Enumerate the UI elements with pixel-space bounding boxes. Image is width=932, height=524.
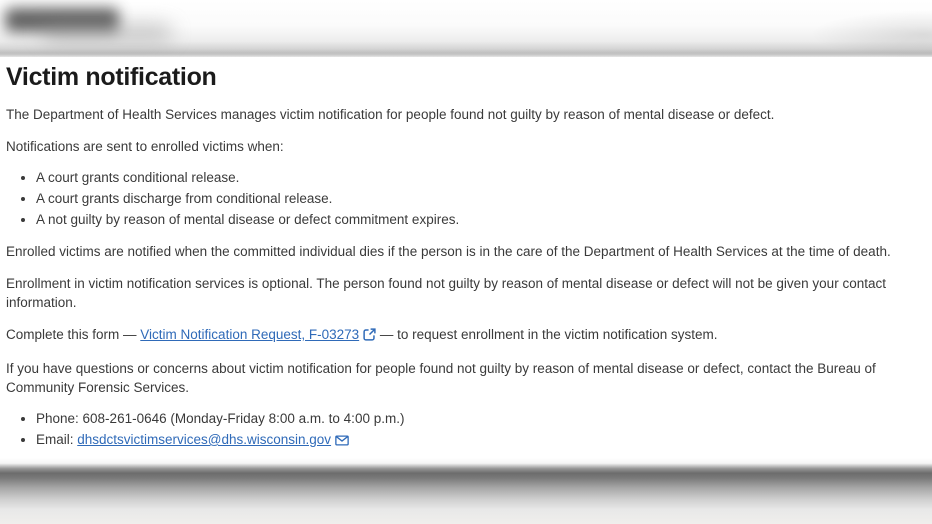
page-title: Victim notification xyxy=(6,63,217,91)
contact-list xyxy=(6,410,926,451)
enrollment-note-paragraph: Enrollment in victim notification services is optional. The person found not guilty by reason of mental disease or defect will not be given your contact information. xyxy=(6,276,886,310)
email-link-label: dhsdctsvictimservices@dhs.wisconsin.gov xyxy=(77,432,332,447)
envelope-icon xyxy=(335,433,349,451)
form-request-paragraph xyxy=(6,325,926,346)
email-link[interactable] xyxy=(77,432,349,447)
page-header-blurred xyxy=(0,0,932,57)
notifications-intro-paragraph: Notifications are sent to enrolled victims when: xyxy=(6,139,284,154)
form-sentence-prefix: Complete this form — xyxy=(6,327,141,342)
page-footer-blurred xyxy=(0,458,932,524)
list-item: • A not guilty by reason of mental disease or defect commitment expires. xyxy=(36,211,926,229)
blurred-logo-smear xyxy=(42,25,172,40)
phone-list-item: • Phone: 608-261-0646 (Monday-Friday 8:00 a.m. to 4:00 p.m.) xyxy=(36,410,926,428)
victim-notification-request-link[interactable] xyxy=(140,327,376,342)
victim-notification-request-link-label: Victim Notification Request, F-03273 xyxy=(140,327,360,342)
death-notice-paragraph: Enrolled victims are notified when the committed individual dies if the person is in the care of the Department of Health Services at the time of death. xyxy=(6,244,891,259)
intro-paragraph: The Department of Health Services manages victim notification for people found not guilty by reason of mental disease or defect. xyxy=(6,107,775,122)
questions-paragraph: If you have questions or concerns about victim notification for people found not guilty by reason of mental disease or defect, contact the Bureau of Community Forensic Services. xyxy=(6,361,876,395)
list-item: • A court grants conditional release. xyxy=(36,169,926,187)
email-label: Email: xyxy=(36,432,78,447)
main-content xyxy=(0,62,932,502)
notification-events-list xyxy=(6,169,926,229)
list-item: • A court grants discharge from conditional release. xyxy=(36,190,926,208)
external-link-icon xyxy=(363,327,376,346)
email-list-item xyxy=(36,431,926,451)
form-sentence-suffix: — to request enrollment in the victim notification system. xyxy=(376,327,718,342)
